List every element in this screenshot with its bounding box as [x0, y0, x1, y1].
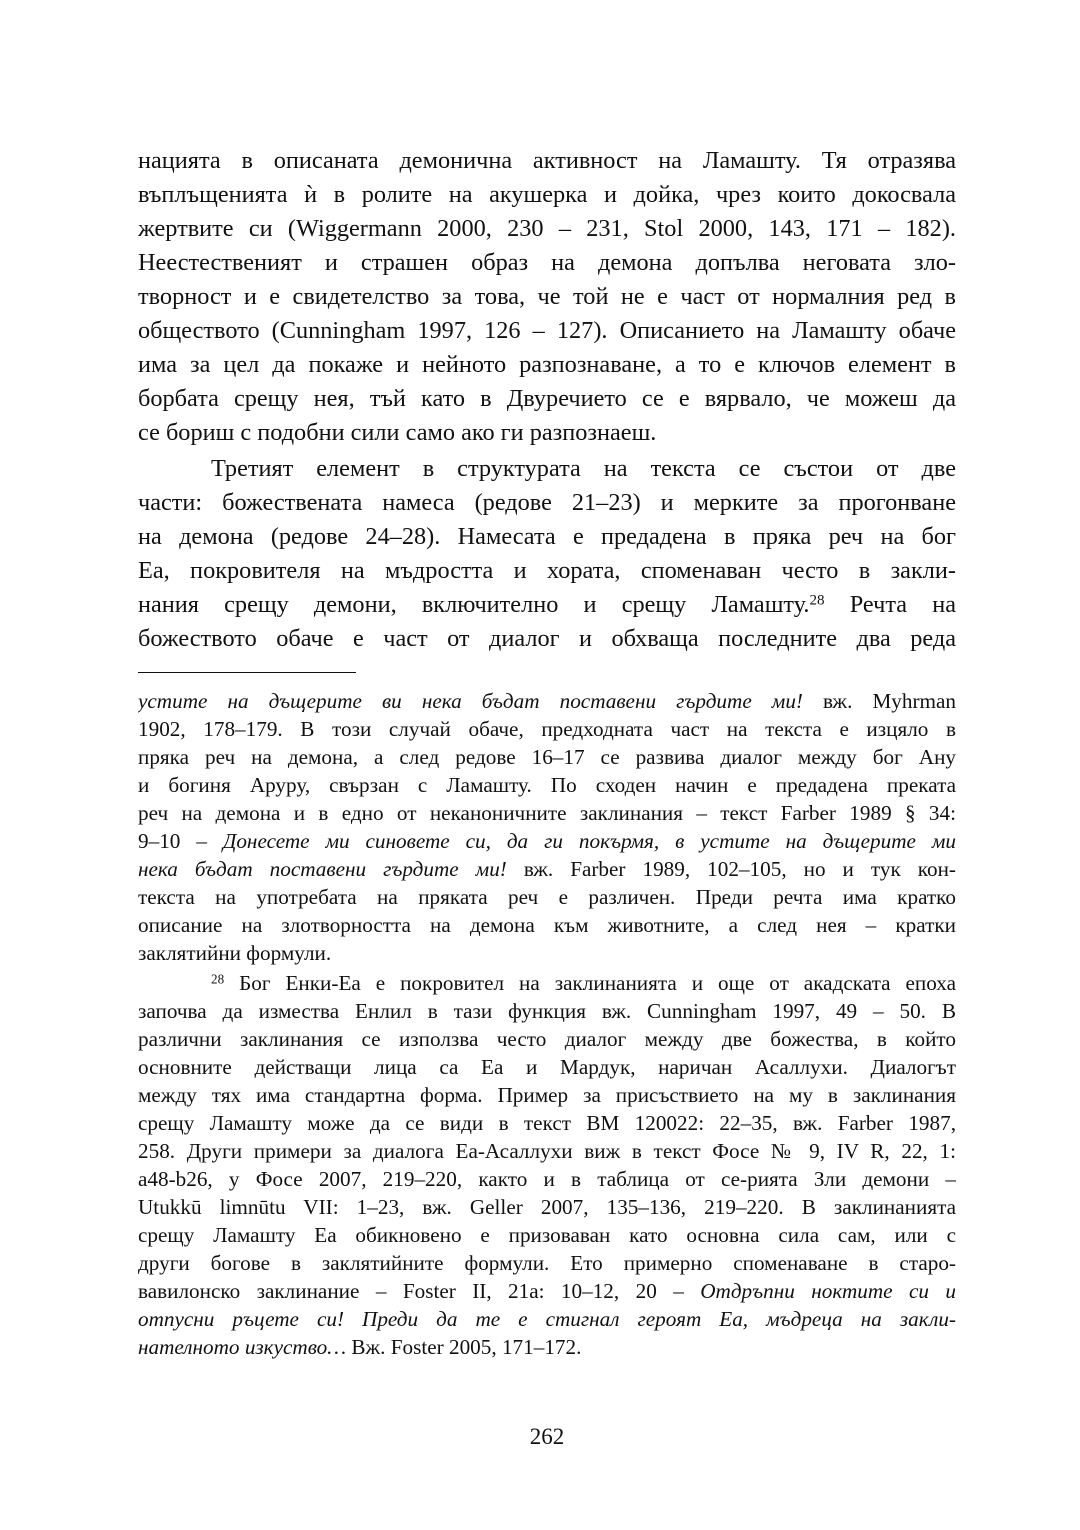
footnote-text: вж. Myhrman	[802, 689, 956, 713]
body-line: части: божествената намеса (редове 21–23) и мерките за прогонване	[138, 489, 956, 516]
body-line: има за цел да покаже и нейното разпознаване, а то е ключов елемент в	[138, 351, 956, 378]
body-line: жертвите си (Wiggermann 2000, 230 – 231, Stol 2000, 143, 171 – 182).	[138, 215, 956, 242]
body-line: обществото (Cunningham 1997, 126 – 127). Описанието на Ламашту обаче	[138, 317, 956, 344]
footnote-line: a48-b26, у Фосе 2007, 219–220, както и в таблица от се-рията Зли демони –	[138, 1167, 956, 1191]
italic-quote: Донесете ми синовете си, да ги покърмя, в устите на дъщерите ми	[222, 829, 956, 853]
footnote-reference-28[interactable]: 28	[809, 592, 825, 609]
footnote-line	[138, 688, 956, 714]
italic-quote: устите на дъщерите ви нека бъдат поставени гърдите ми!	[138, 689, 803, 713]
footnote-line: срещу Ламашту може да се види в текст BM 120022: 22–35, вж. Farber 1987,	[138, 1111, 956, 1135]
body-line: нацията в описаната демонична активност на Ламашту. Тя отразява	[138, 147, 956, 174]
body-text: нания срещу демони, включително и срещу Ламашту.	[138, 591, 810, 618]
footnote-line: други богове в заклятийните формули. Ето примерно споменаване в старо-	[138, 1251, 956, 1275]
document-page	[138, 0, 956, 1530]
italic-quote: Отдръпни ноктите си и	[700, 1279, 956, 1303]
page-number: 262	[529, 1424, 565, 1449]
italic-quote: отпусни ръцете си! Преди да те е стигнал героят Еа, мъдреца на закли-	[138, 1307, 956, 1331]
footnote-line: започва да измества Енлил в тази функция вж. Cunningham 1997, 49 – 50. В	[138, 999, 956, 1023]
body-line: Неестественият и страшен образ на демона допълва неговата зло-	[138, 249, 956, 276]
body-text: Речта на	[824, 591, 956, 618]
footnote-line	[138, 1306, 956, 1332]
footnote-line: и богиня Аруру, свързан с Ламашту. По сходен начин е предадена преката	[138, 773, 956, 797]
italic-quote: нателното изкуство…	[138, 1335, 347, 1359]
footnote-line: различни заклинания се използва често диалог между две божества, в който	[138, 1027, 956, 1051]
footnote-line: срещу Ламашту Еа обикновено е призоваван като основна сила сам, или с	[138, 1223, 956, 1247]
body-line: борбата срещу нея, тъй като в Двуречието се е вярвало, че можеш да	[138, 385, 956, 412]
footnote-line: между тях има стандартна форма. Пример за присъствието на му в заклинания	[138, 1083, 956, 1107]
body-line: божеството обаче е част от диалог и обхваща последните два реда	[138, 625, 956, 652]
footnote-separator	[138, 672, 356, 673]
footnote-marker-28: 28	[211, 971, 225, 987]
body-line: на демона (редове 24–28). Намесата е предадена в пряка реч на бог	[138, 523, 956, 550]
footnote-text: Вж. Foster 2005, 171–172.	[346, 1335, 582, 1359]
footnote-line	[138, 828, 956, 854]
footnote-line: текста на употребата на пряката реч е различен. Преди речта има кратко	[138, 885, 956, 909]
footnote-line	[138, 856, 956, 882]
footnote-line	[138, 970, 956, 996]
footnote-line: описание на злотворността на демона към животните, а след нея – кратки	[138, 913, 956, 937]
footnote-line: 1902, 178–179. В този случай обаче, предходната част на текста е изцяло в	[138, 717, 956, 741]
italic-quote: нека бъдат поставени гърдите ми!	[138, 857, 507, 881]
body-line: Третият елемент в структурата на текста се състои от две	[211, 455, 956, 482]
footnote-line	[138, 1278, 956, 1304]
body-line	[138, 590, 956, 620]
footnote-line: пряка реч на демона, а след редове 16–17 се развива диалог между бог Ану	[138, 745, 956, 769]
footnote-text: вж. Farber 1989, 102–105, но и тук кон-	[506, 857, 956, 881]
body-line: въплъщенията ѝ в ролите на акушерка и дойка, чрез които докосвала	[138, 181, 956, 208]
footnote-line: Utukkū limnūtu VII: 1–23, вж. Geller 2007, 135–136, 219–220. В заклинанията	[138, 1195, 956, 1219]
footnote-line	[138, 1334, 956, 1360]
footnote-text: вавилонско заклинание – Foster II, 21a: 10–12, 20 –	[138, 1279, 701, 1303]
footnote-text: Бог Енки-Еа е покровител на заклинанията и още от акадската епоха	[224, 971, 956, 995]
body-line: се бориш с подобни сили само ако ги разпознаеш.	[138, 419, 657, 446]
footnote-line: 258. Други примери за диалога Еа-Асаллухи виж в текст Фосе № 9, IV R, 22, 1:	[138, 1139, 956, 1163]
body-line: Еа, покровителя на мъдростта и хората, споменаван често в закли-	[138, 557, 956, 584]
footnote-line: основните действащи лица са Еа и Мардук, наричан Асаллухи. Диалогът	[138, 1055, 956, 1079]
footnote-line: заклятийни формули.	[138, 941, 332, 965]
footnote-line: реч на демона и в едно от неканоничните заклинания – текст Farber 1989 § 34:	[138, 801, 956, 825]
body-line: творност и е свидетелство за това, че той не е част от нормалния ред в	[138, 283, 956, 310]
footnote-text: 9–10 –	[138, 829, 223, 853]
